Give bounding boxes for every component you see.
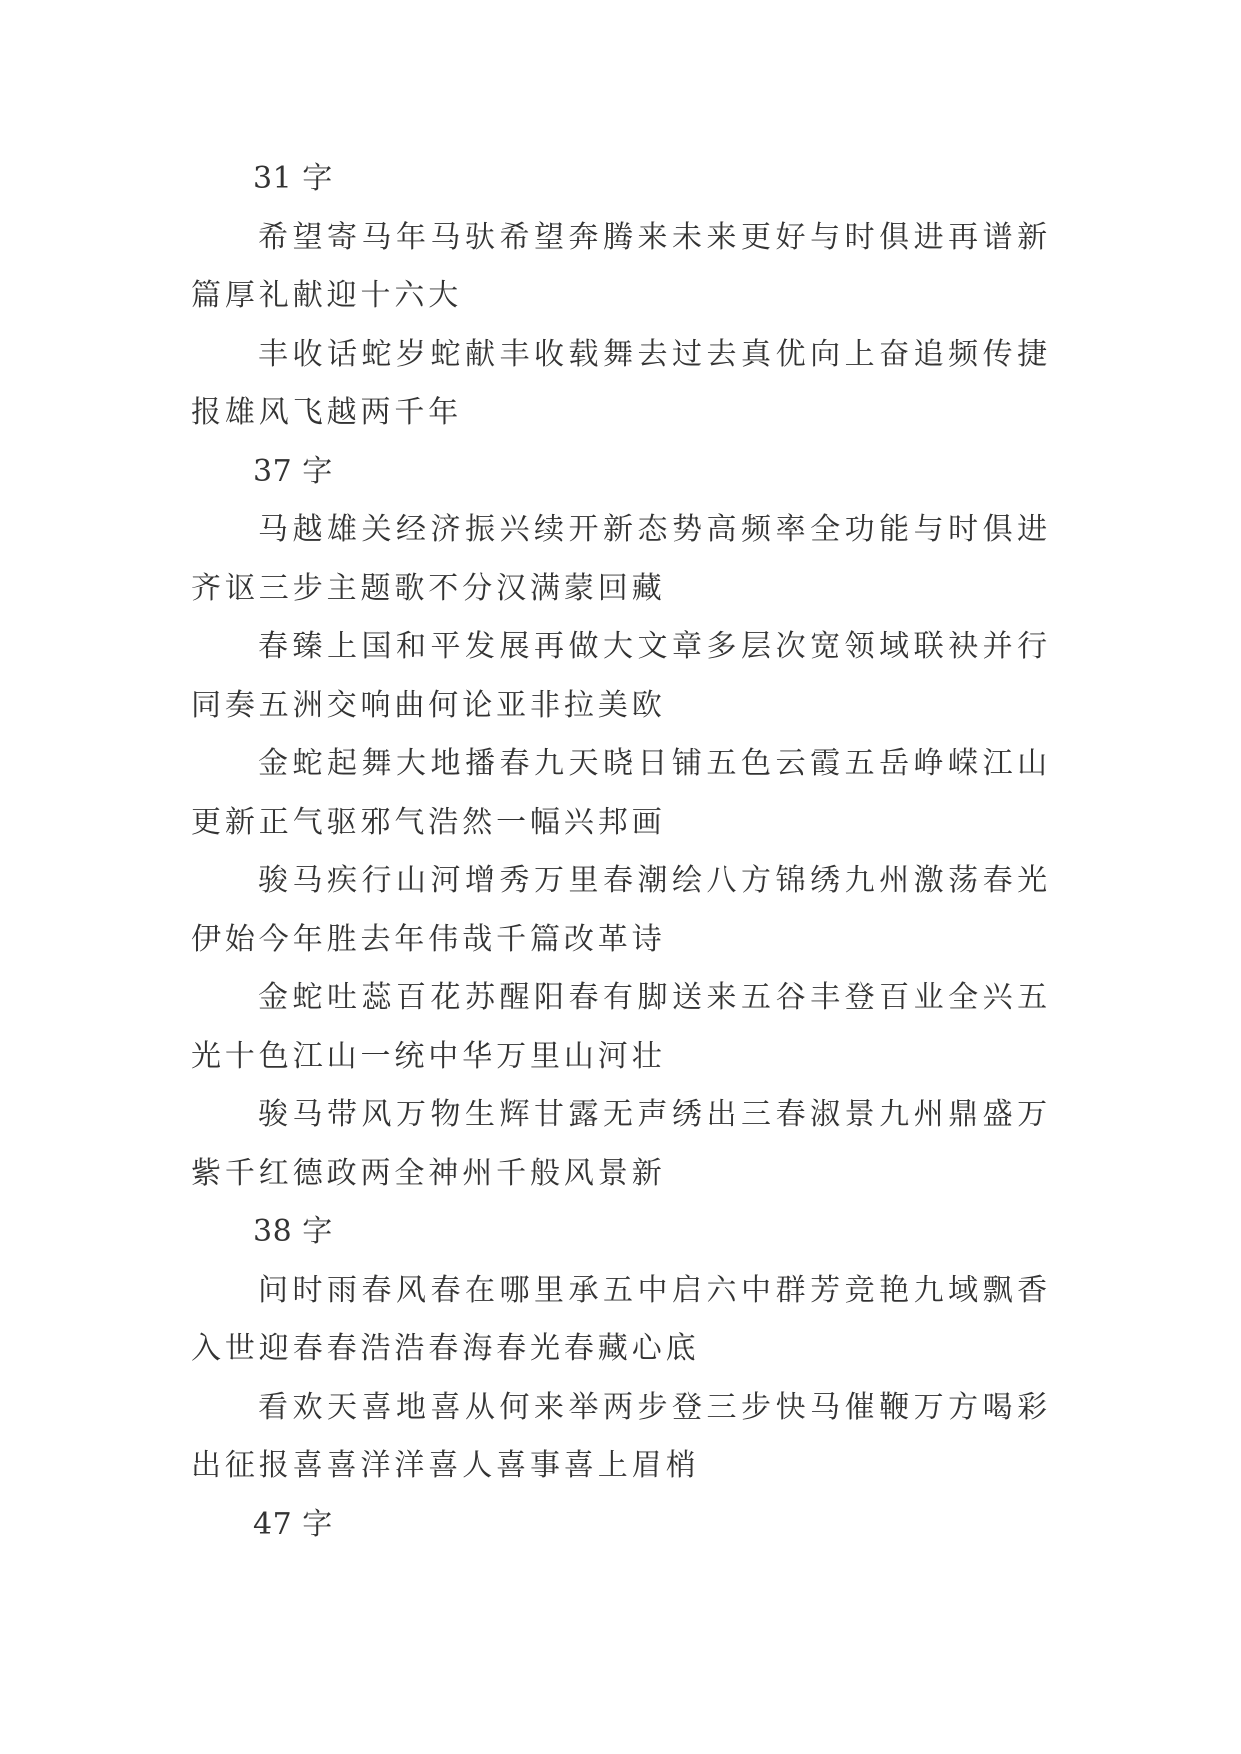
section-heading: 47 字 [253, 1506, 333, 1542]
section-heading: 38 字 [253, 1214, 333, 1249]
couplet-paragraph: 春臻上国和平发展再做大文章多层次宽领域联袂并行同奏五洲交响曲何论亚非拉美欧 [191, 629, 1051, 723]
section-heading: 31 字 [253, 161, 333, 196]
couplet-paragraph: 骏马疾行山河增秀万里春潮绘八方锦绣九州激荡春光伊始今年胜去年伟哉千篇改革诗 [191, 863, 1051, 957]
couplet-paragraph: 马越雄关经济振兴续开新态势高频率全功能与时俱进齐讴三步主题歌不分汉满蒙回藏 [191, 512, 1051, 606]
couplet-paragraph: 问时雨春风春在哪里承五中启六中群芳竞艳九域飘香入世迎春春浩浩春海春光春藏心底 [191, 1272, 1051, 1366]
document-body [191, 150, 1051, 1554]
couplet-paragraph: 看欢天喜地喜从何来举两步登三步快马催鞭万方喝彩出征报喜喜洋洋喜人喜事喜上眉梢 [191, 1389, 1051, 1483]
couplet-paragraph: 骏马带风万物生辉甘露无声绣出三春淑景九州鼎盛万紫千红德政两全神州千般风景新 [191, 1097, 1051, 1191]
couplet-paragraph: 希望寄马年马驮希望奔腾来未来更好与时俱进再谱新篇厚礼献迎十六大 [191, 219, 1051, 313]
couplet-paragraph: 金蛇吐蕊百花苏醒阳春有脚送来五谷丰登百业全兴五光十色江山一统中华万里山河壮 [191, 980, 1051, 1074]
couplet-paragraph: 丰收话蛇岁蛇献丰收载舞去过去真优向上奋追频传捷报雄风飞越两千年 [191, 336, 1051, 430]
couplet-paragraph: 金蛇起舞大地播春九天晓日铺五色云霞五岳峥嵘江山更新正气驱邪气浩然一幅兴邦画 [191, 746, 1051, 840]
section-heading: 37 字 [253, 453, 333, 489]
